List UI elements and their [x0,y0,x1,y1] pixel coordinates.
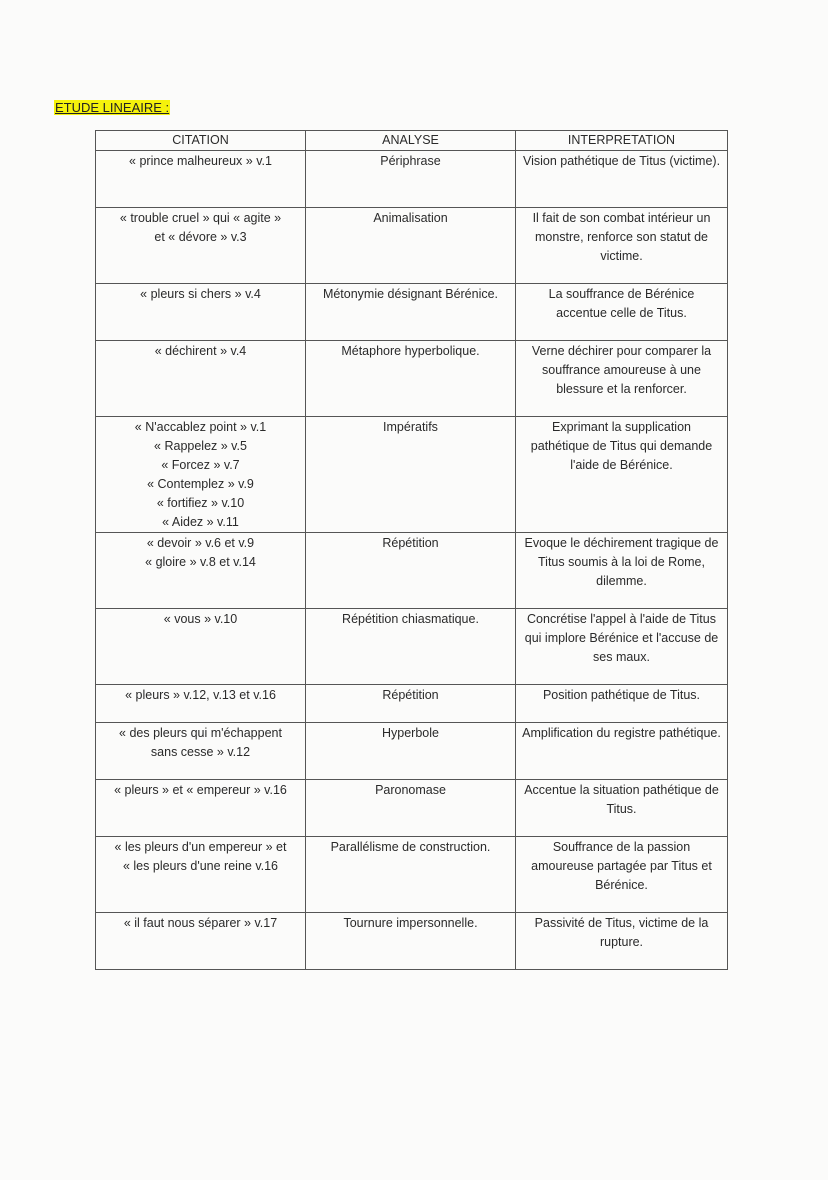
citation-cell [96,341,306,417]
table-row [96,780,728,837]
analyse-cell: Répétition chiasmatique. [306,609,516,685]
citation-line: et « dévore » v.3 [154,230,247,244]
table-row [96,723,728,780]
table-row [96,913,728,970]
citation-line: « fortifiez » v.10 [156,496,245,510]
table-row [96,685,728,723]
table-row [96,837,728,913]
citation-cell [96,417,306,533]
column-header-analyse: ANALYSE [306,131,516,151]
interpretation-cell: Concrétise l'appel à l'aide de Titus qui implore Bérénice et l'accuse de ses maux. [516,609,728,685]
citation-line: « Forcez » v.7 [161,458,240,472]
table-row [96,208,728,284]
citation-line: « pleurs » et « empereur » v.16 [114,783,287,797]
citation-cell [96,533,306,609]
table-body [96,151,728,970]
citation-line: « pleurs si chers » v.4 [140,287,261,301]
table-row [96,341,728,417]
analyse-cell: Répétition [306,685,516,723]
citation-line: « les pleurs d'une reine v.16 [122,859,279,873]
citation-cell [96,151,306,208]
table-header-row [96,131,728,151]
analyse-cell: Périphrase [306,151,516,208]
interpretation-cell: Evoque le déchirement tragique de Titus soumis à la loi de Rome, dilemme. [516,533,728,609]
citation-line: « Contemplez » v.9 [147,477,254,491]
citation-line: « il faut nous séparer » v.17 [123,916,278,930]
table-row [96,284,728,341]
analysis-table [95,130,728,970]
interpretation-cell: Verne déchirer pour comparer la souffrance amoureuse à une blessure et la renforcer. [516,341,728,417]
citation-line: « Rappelez » v.5 [154,439,247,453]
citation-line: « trouble cruel » qui « agite » [119,211,282,225]
citation-cell [96,837,306,913]
citation-line: « les pleurs d'un empereur » et [114,840,287,854]
interpretation-cell: Accentue la situation pathétique de Titus. [516,780,728,837]
interpretation-cell: Position pathétique de Titus. [516,685,728,723]
analyse-cell: Parallélisme de construction. [306,837,516,913]
analyse-cell: Paronomase [306,780,516,837]
interpretation-cell: La souffrance de Bérénice accentue celle de Titus. [516,284,728,341]
analyse-cell: Hyperbole [306,723,516,780]
table-row [96,533,728,609]
citation-cell [96,609,306,685]
analyse-cell: Répétition [306,533,516,609]
citation-cell [96,913,306,970]
citation-line: « Aidez » v.11 [162,515,239,529]
analyse-cell: Métaphore hyperbolique. [306,341,516,417]
citation-cell [96,723,306,780]
interpretation-cell: Souffrance de la passion amoureuse partagée par Titus et Bérénice. [516,837,728,913]
citation-line: « des pleurs qui m'échappent [119,726,282,740]
page-heading: ETUDE LINEAIRE : [55,100,170,115]
column-header-interpretation: INTERPRETATION [516,131,728,151]
interpretation-cell: Exprimant la supplication pathétique de Titus qui demande l'aide de Bérénice. [516,417,728,533]
citation-cell [96,208,306,284]
citation-line: sans cesse » v.12 [150,745,251,759]
analyse-cell: Tournure impersonnelle. [306,913,516,970]
citation-line: « prince malheureux » v.1 [129,154,272,168]
citation-cell [96,685,306,723]
citation-line: « devoir » v.6 et v.9 [146,536,255,550]
table-row [96,151,728,208]
interpretation-cell: Vision pathétique de Titus (victime). [516,151,728,208]
citation-cell [96,284,306,341]
citation-cell [96,780,306,837]
analyse-cell: Métonymie désignant Bérénice. [306,284,516,341]
citation-line: « vous » v.10 [163,612,238,626]
citation-line: « déchirent » v.4 [154,344,247,358]
interpretation-cell: Amplification du registre pathétique. [516,723,728,780]
analyse-cell: Impératifs [306,417,516,533]
interpretation-cell: Il fait de son combat intérieur un monstre, renforce son statut de victime. [516,208,728,284]
analyse-cell: Animalisation [306,208,516,284]
table-row [96,609,728,685]
citation-line: « gloire » v.8 et v.14 [145,555,256,569]
interpretation-cell: Passivité de Titus, victime de la rupture. [516,913,728,970]
citation-line: « N'accablez point » v.1 [134,420,267,434]
column-header-citation: CITATION [96,131,306,151]
citation-line: « pleurs » v.12, v.13 et v.16 [125,688,276,702]
table-row [96,417,728,533]
